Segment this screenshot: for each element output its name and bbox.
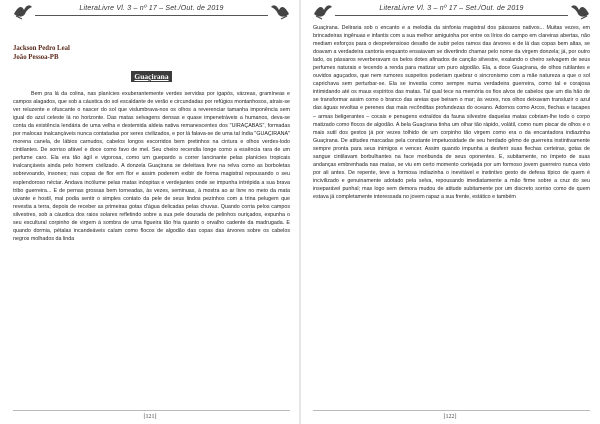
page-number: [122] (443, 414, 457, 420)
author-location: João Pessoa-PB (13, 54, 59, 61)
header-title: LiteraLivre Vl. 3 – nº 17 – Set./Out. de 2019 (379, 5, 524, 12)
bird-logo-icon (313, 2, 333, 20)
footer-rule (313, 410, 590, 411)
bird-logo-icon (270, 2, 290, 20)
header-rule (335, 15, 568, 16)
bird-logo-icon (570, 2, 590, 20)
footer-rule (13, 410, 290, 411)
body-paragraph: Guaçirana. Deliraria sob o encanto e a melodia da sinfonia magistral dos pássaros nativos... Muitas vezes, em brincadeiras ingênuas e infantis com a sua melhor amiguinha por entre os lírios do campo em clareiras abertas, não mediam esforços para o despretensioso desafio de subir pelos ramos das árvores e de lá das copas bem altas, se doavam a verdadeira cantoria enquanto ensaiavam se divertindo chamar pelo nome da virgem donzela; já, por outro lado, os pássaros reverberavam os belos dotes afinados de canção silvestre, exalando o cheiro selvagem de seus perfumes naturais e tecendo a renda para matizar um puro algodão. Ela, a doce Guaçirana, de olhos rutilantes e ouvidos aguçados, que nem rumores suspeitos poderiam quebrar o sincronismo com a mãe natureza a que o sol caprichava sem perturbar-se. Ela se investia como sempre numa verdadeira guerreira, como tal e corajosa intimidando até os maus espíritos das matas. Tal qual tece na memória os fios alvos de cabelos que um dia hão de se transformar assim como o branco das areias que beiram o mar; às vezes, nos olhos deixavam transluzir o azul das águas revoltas e perenes das mais recônditas profundezas do oceano. Adornos como Arcos, flechas e tacapes – armas beligerantes – cocais e penugens extraídos da fauna silvestre daquelas matas cobriam-lhe todo o corpo matizado como flocos de algodão. A bela Guaçirana tinha um olhar tão rápido, volátil, como num piscar de olhos e o mais sutil dos gestos já por vezes tolhido de um corpinho tão virgem como era o da encantadora indiazinha Guaçirana. De atitudes marcadas pela constante impetuosidade de seu herdado gêmo de guerreira instintivamente sempre pronta para seus inimigos e vencer. Assim quando impunha a desferir suas flechas certeiras, gotas de sangue cintilavam borbulhantes na face moribunda de seus oponentes. E, subitamente, no ímpeto de suas andanças embrenhada nas matas, se viu em certo momento cortejada por um formoso jovem guerreiro nunca visto por ali antes. De repente, teve a formosa indiazinha o inevitável e instintivo gesto de defesa típico de quem é incivilizado e genuinamente adotado pela selva, repousando imediatamente a mão firme sobre a cruz do seu inseparável punhal; mas logo sem demora mudou de atitude subitamente por um discreto sorriso como de quem estava já completamente interessada no jovem rapaz a sua frente, estático e também (313, 25, 590, 200)
header-rule (35, 15, 268, 16)
page-header (313, 2, 590, 24)
story-title-text: Guaçirana (131, 71, 171, 82)
author-name: Jackson Pedro Leal (13, 45, 70, 52)
body-paragraph: Bem pra lá da colina, nas planícies exuberantemente verdes servidas por igapós, várzeas, gramíneas e campos alagados, que sob a cáustica do sol escaldante de verão e circundadas por refúgios montanhosos, atrais-se ver reluzente e ofuscante o nascer do sol que vislumbrava-nos os olhos a reverenciar tamanha imponência sem igual do azul celeste lá no horizonte. Das matas selvagens densas e quase impenetráveis a humanos, deva-se conta da existência lendária de uma velha e destemida aldeia nativa remanescentes dos "UIRAÇABAS", formadas por malocas inalcançáveis nunca contatadas por seres civilizados, e por lá falava-se de uma tal índia "GUAÇIRANA" morena canela, de lábios carnudos, cabelos longos escorridos bem pretinhos na cintura e olhos verdes-lodo cintilantes. De sorriso afável e doce como favo de mel. Seu cheiro recendia longe como a essência rara de um perfume caro. Ela era tão ágil e vigorosa, como um guepardo a correr lancinante pelas planícies tropicais inalcançáveis ainda pelo homem civilizado. A donzela Guaçirana se deleitava livre na relva como as borboletas sobrevoando, insones; nas copas de flor em flor e assim poderem exibir de forma magistral repousando o seu esplendoroso néctar. Andava incólume pelas matas inóspitas e verdejantes onde se impunha intrépida a sua brava tribo guerreira... E de pernas grossas bem torneadas, às vezes, seminuas, à mostra ao ar livre no meio da mata uivante e hostil, mal podia sentir o simples contato da pele de seus lindos pezinhos com a trina pelugem que revestia a terra, depois de receber as primeiras gotas d'água delicadas pelas chuvas. Quando corria pelos campos silvestres, sob a cáustica dos raios solares refletindo sobre a sua pele dourada de pelinhos ouriçados, expunha o seu escultural corpinho de virgem à sombra de uma figueira tão fria quanto o orvalho cadente da madrugada. E quando dormia, pétalas incandeáveis caíam como flocos de algodão das copas das árvores sobre os cabelos negros molhados da linda (13, 91, 290, 242)
page-header (13, 2, 290, 24)
story-title (13, 66, 290, 84)
right-page (300, 0, 600, 424)
author-block (13, 44, 290, 62)
header-title: LiteraLivre Vl. 3 – nº 17 – Set./Out. de 2019 (79, 5, 224, 12)
bird-logo-icon (13, 2, 33, 20)
page-number: [121] (143, 414, 157, 420)
